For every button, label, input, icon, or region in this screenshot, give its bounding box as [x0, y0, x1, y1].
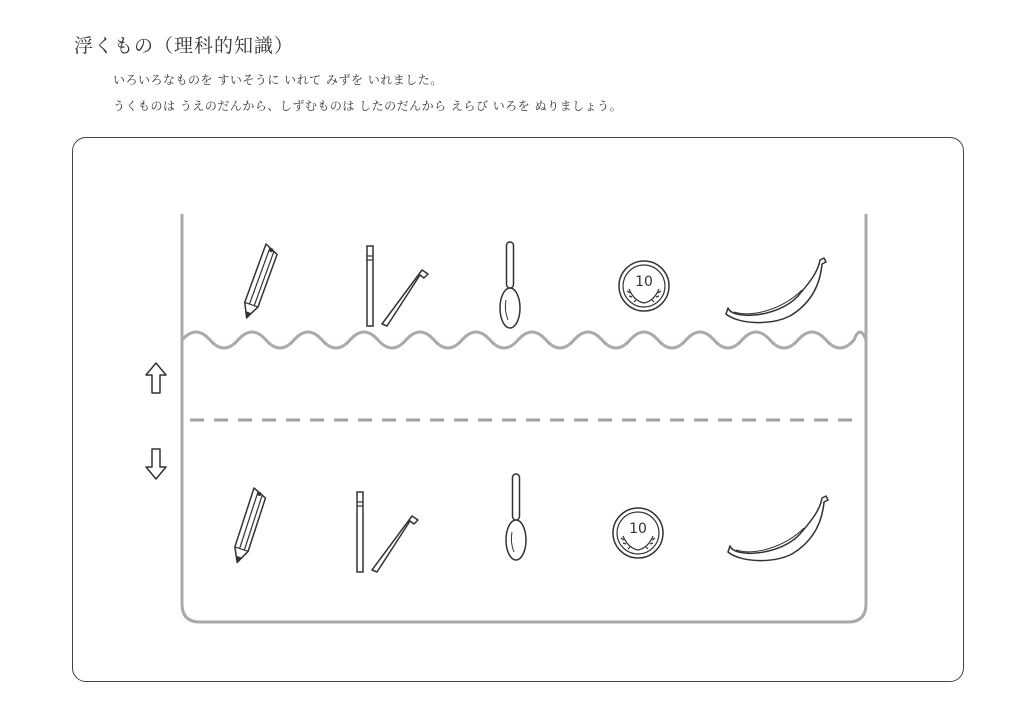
arrow-up-icon: [146, 363, 166, 393]
pencil-icon[interactable]: [240, 244, 279, 320]
pencil-icon[interactable]: [231, 488, 268, 565]
instruction-line-1: いろいろなものを すいそうに いれて みずを いれました。: [113, 73, 443, 87]
straw-icon[interactable]: [357, 492, 418, 572]
row-top: [240, 242, 826, 328]
coin-icon[interactable]: [613, 508, 663, 558]
coin-label: 10: [635, 274, 653, 290]
spoon-icon[interactable]: [500, 242, 520, 328]
coin-label: 10: [629, 521, 647, 537]
instruction-line-2: うくものは うえのだんから、しずむものは したのだんから えらび いろを ぬりましょう。: [113, 99, 623, 113]
water-surface: [182, 332, 866, 348]
banana-icon[interactable]: [726, 258, 826, 323]
row-bottom: [231, 474, 828, 572]
banana-icon[interactable]: [728, 496, 828, 561]
arrow-down-icon: [146, 449, 166, 479]
spoon-icon[interactable]: [506, 474, 526, 560]
page-title: 浮くもの（理科的知識）: [74, 35, 295, 57]
coin-icon[interactable]: [619, 261, 669, 311]
straw-icon[interactable]: [367, 246, 428, 326]
